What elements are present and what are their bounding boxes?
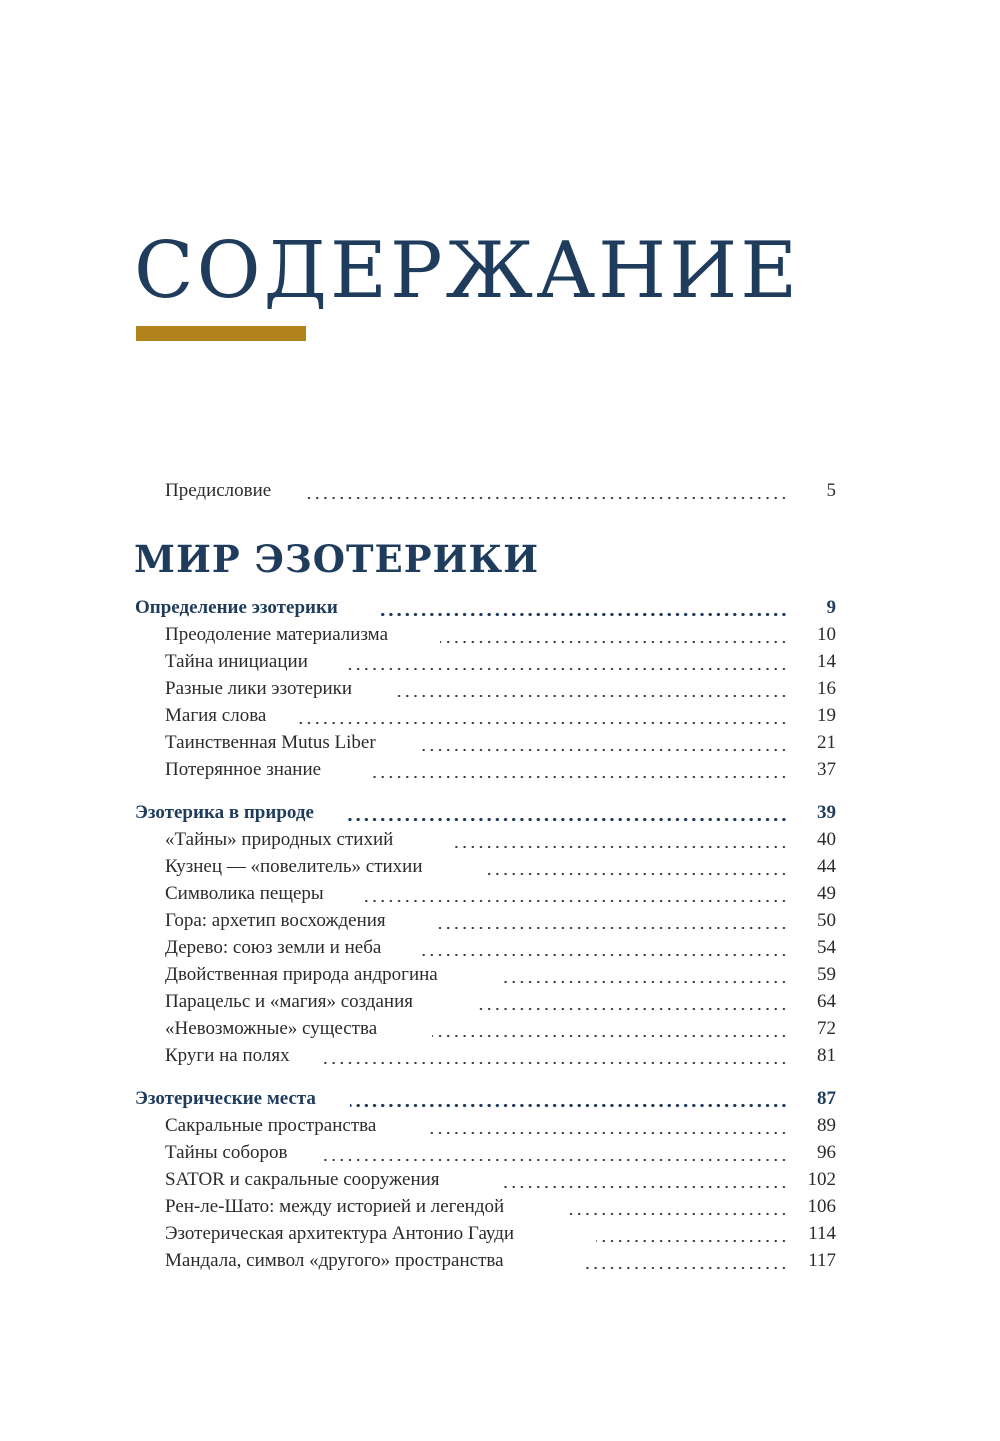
toc-row[interactable] [0,1112,1000,1140]
toc-label: Рен-ле-Шато: между историей и легендой [165,1196,505,1217]
toc-page-number: 81 [817,1045,836,1066]
toc-label: Кузнец — «повелитель» стихии [165,856,423,877]
toc-label: Тайна инициации [165,651,308,672]
toc-page-number: 40 [817,829,836,850]
toc-row[interactable] [0,648,1000,676]
toc-label: Парацельс и «магия» создания [165,991,413,1012]
toc-page-number: 16 [817,678,836,699]
toc-row[interactable] [0,1247,1000,1275]
leader-dots [320,1042,788,1070]
toc-page-number: 50 [817,910,836,931]
toc-row[interactable] [0,1193,1000,1221]
toc-chapter-label: Эзотерические места [135,1088,316,1109]
toc-page-number: 64 [817,991,836,1012]
toc-row[interactable] [0,853,1000,881]
toc-page-number: 96 [817,1142,836,1163]
leader-dots [502,961,788,989]
toc-page-number: 114 [808,1223,836,1244]
toc-row[interactable] [0,907,1000,935]
toc-label: Потерянное знание [165,759,322,780]
leader-dots [596,1220,788,1248]
leader-dots [432,1015,788,1043]
toc-page-number: 54 [817,937,836,958]
leader-dots [370,756,788,784]
toc-label: Эзотерическая архитектура Антонио Гауди [165,1223,515,1244]
toc-label: Преодоление материализма [165,624,389,645]
toc-row[interactable] [0,1166,1000,1194]
leader-dots [488,853,788,881]
toc-label: Тайны соборов [165,1142,288,1163]
toc-label: Дерево: союз земли и неба [165,937,382,958]
leader-dots [320,1139,788,1167]
toc-row[interactable] [0,1015,1000,1043]
toc-page-number: 87 [817,1088,836,1109]
toc-label: Предисловие [165,480,272,501]
toc-row[interactable] [0,1042,1000,1070]
toc-row[interactable] [0,621,1000,649]
toc-row[interactable] [0,988,1000,1016]
leader-dots [348,799,788,827]
leader-dots [420,934,788,962]
toc-chapter-row[interactable] [0,594,1000,622]
toc-page-number: 10 [817,624,836,645]
leader-dots [584,1247,788,1275]
leader-dots [398,675,788,703]
toc-row[interactable] [0,756,1000,784]
page-title: СОДЕРЖАНИЕ [134,226,801,316]
leader-dots [436,907,788,935]
leader-dots [452,826,788,854]
toc-label: Символика пещеры [165,883,324,904]
toc-label: Двойственная природа андрогина [165,964,438,985]
toc-label: Магия слова [165,705,267,726]
toc-page-number: 14 [817,651,836,672]
leader-dots [422,729,788,757]
toc-row[interactable] [0,1139,1000,1167]
leader-dots [566,1193,788,1221]
toc-label: SATOR и сакральные сооружения [165,1169,440,1190]
toc-page-number: 59 [817,964,836,985]
toc-row[interactable] [0,961,1000,989]
toc-label: Разные лики эзотерики [165,678,353,699]
leader-dots [348,648,788,676]
toc-page-number: 72 [817,1018,836,1039]
toc-page-number: 89 [817,1115,836,1136]
toc-chapter-row[interactable] [0,799,1000,827]
toc-page-number: 39 [817,802,836,823]
toc-label: Мандала, символ «другого» пространства [165,1250,504,1271]
toc-row[interactable] [0,1220,1000,1248]
toc-row[interactable] [0,702,1000,730]
toc-row[interactable] [0,729,1000,757]
toc-label: Таинственная Mutus Liber [165,732,376,753]
leader-dots [440,621,788,649]
section-title: МИР ЭЗОТЕРИКИ [134,537,540,581]
toc-row-preface[interactable] [0,477,1000,505]
leader-dots [306,477,788,505]
toc-page-number: 9 [826,597,836,618]
toc-label: «Тайны» природных стихий [165,829,394,850]
toc-row[interactable] [0,826,1000,854]
toc-chapter-label: Определение эзотерики [135,597,338,618]
toc-page-number: 5 [826,480,836,501]
toc-page-number: 49 [817,883,836,904]
toc-row[interactable] [0,880,1000,908]
toc-page-number: 19 [817,705,836,726]
toc-row[interactable] [0,934,1000,962]
toc-page-number: 21 [817,732,836,753]
toc-page-number: 37 [817,759,836,780]
toc-page-number: 44 [817,856,836,877]
leader-dots [350,1085,788,1113]
leader-dots [296,702,788,730]
toc-page-number: 117 [808,1250,836,1271]
leader-dots [378,594,788,622]
toc-label: Сакральные пространства [165,1115,377,1136]
toc-label: Гора: архетип восхождения [165,910,386,931]
title-accent-bar [136,326,306,341]
toc-label: «Невозможные» существа [165,1018,378,1039]
leader-dots [430,1112,788,1140]
toc-row[interactable] [0,675,1000,703]
toc-chapter-row[interactable] [0,1085,1000,1113]
leader-dots [504,1166,788,1194]
toc-label: Круги на полях [165,1045,290,1066]
toc-chapter-label: Эзотерика в природе [135,802,314,823]
toc-page-number: 102 [807,1169,836,1190]
leader-dots [478,988,788,1016]
leader-dots [364,880,788,908]
toc-page-number: 106 [807,1196,836,1217]
